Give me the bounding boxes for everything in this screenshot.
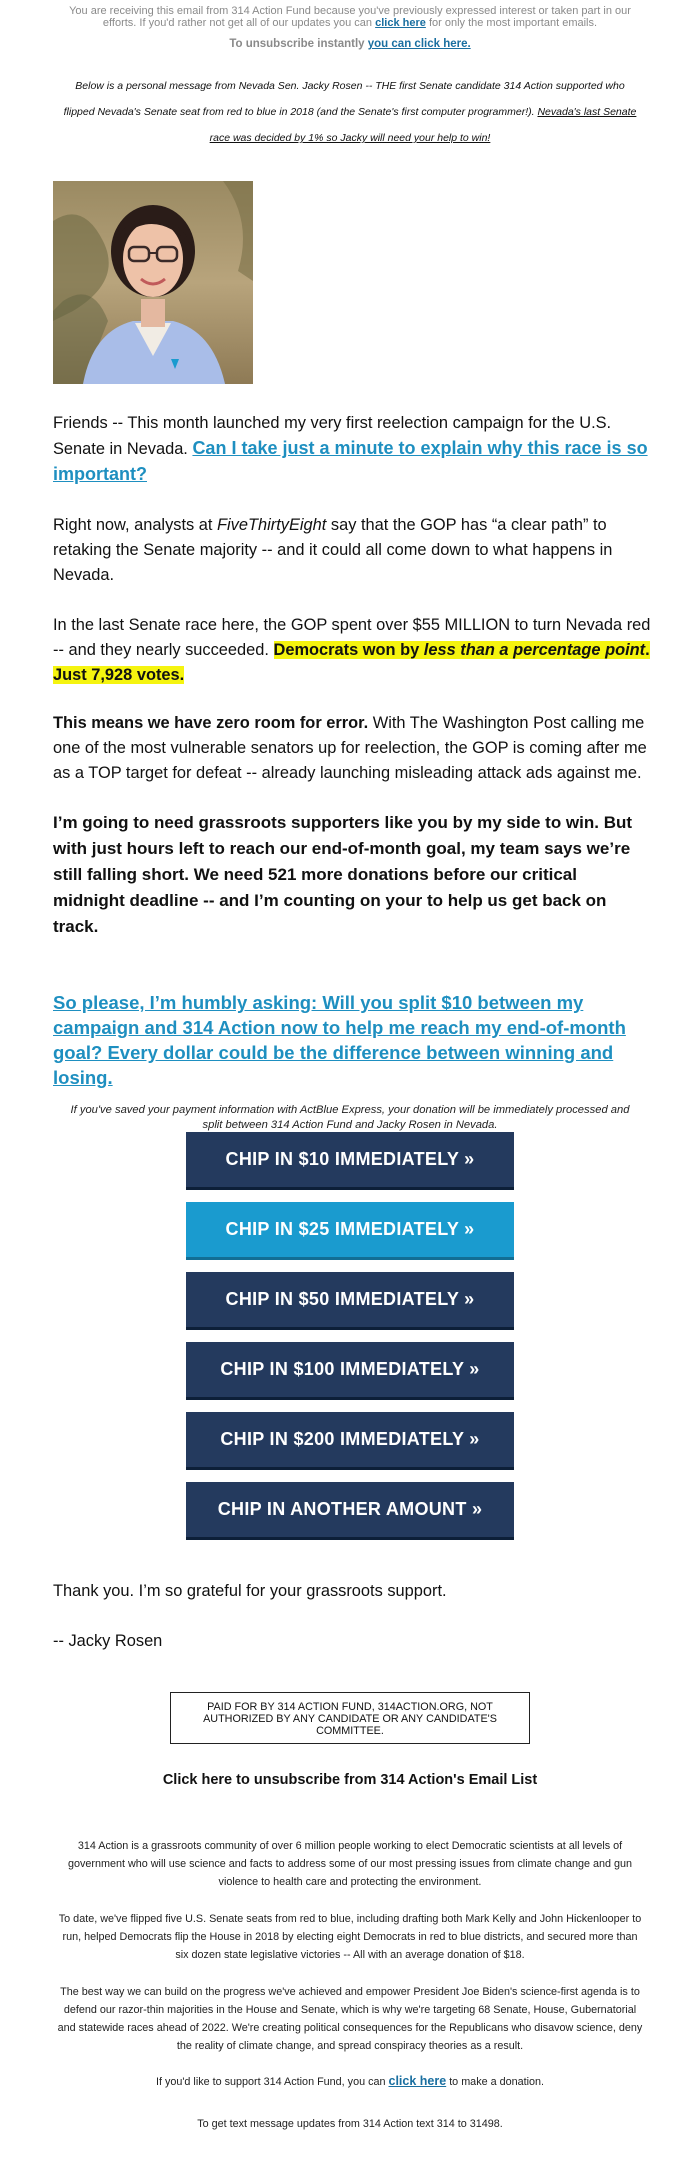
paragraph-need-support: [53, 810, 653, 940]
hl-text-b: . Just 7,928 votes.: [53, 641, 650, 684]
p5-bold: I’m going to need grassroots supporters like you by my side to win. But with just hours left to reach our end-of-month goal, my team says we’re still falling short. We need 521 more donations before our critical midnight deadline -- and I’m counting on your to help us get back on track.: [53, 813, 633, 936]
unsub-text: To unsubscribe instantly: [229, 38, 365, 50]
paragraph-analysts: [53, 513, 653, 588]
intro-underlined-text: Nevada's last Senate race was decided by 1% so Jacky will need your help to win!: [209, 106, 637, 144]
paragraph-zero-room: [53, 711, 653, 786]
support-text-b: to make a donation.: [449, 2076, 545, 2088]
chip-in-10-button[interactable]: CHIP IN $10 IMMEDIATELY »: [186, 1132, 514, 1190]
p1-text: Friends -- This month launched my very first reelection campaign for the U.S. Senate in Nevada.: [53, 414, 612, 458]
paragraph-last-race: [53, 613, 653, 688]
body-content: [53, 411, 653, 940]
unsubscribe-email-list-link[interactable]: Click here to unsubscribe from 314 Action's Email List: [162, 1772, 538, 1788]
footer-support: [55, 2072, 645, 2091]
chip-in-50-button[interactable]: CHIP IN $50 IMMEDIATELY »: [186, 1272, 514, 1330]
footer-about: 314 Action is a grassroots community of over 6 million people working to elect Democratic scientists at all levels of government who will use science and facts to address some of our most pressing issues from climate change and gun violence to health care and protecting the environment.: [67, 1840, 633, 1888]
hl-italic: less than a percentage point: [423, 641, 646, 659]
top-notice: [60, 5, 640, 29]
notice-text: You are receiving this email from 314 Action Fund because you've previously expressed interest or taken part in our efforts. If you'd rather not get all of our updates you can: [69, 5, 631, 29]
hl-text-a: Democrats won by: [273, 641, 420, 659]
actblue-express-note: If you've saved your payment information with ActBlue Express, your donation will be immediately processed and split between 314 Action Fund and Jacky Rosen in Nevada.: [70, 1104, 630, 1131]
chip-in-200-button[interactable]: CHIP IN $200 IMMEDIATELY »: [186, 1412, 514, 1470]
paragraph-intro: [53, 411, 653, 488]
notice-tail: for only the most important emails.: [428, 17, 598, 29]
paid-for-disclaimer: PAID FOR BY 314 ACTION FUND, 314ACTION.ORG, NOT AUTHORIZED BY ANY CANDIDATE OR ANY CANDIDATE'S COMMITTEE.: [170, 1692, 530, 1744]
chip-in-25-button[interactable]: CHIP IN $25 IMMEDIATELY »: [186, 1202, 514, 1260]
notice-click-here-link[interactable]: click here: [375, 17, 426, 29]
p2-text-b: say that the GOP has “a clear path” to retaking the Senate majority -- and it could all come down to what happens in Nevada.: [53, 516, 613, 584]
p2-italic: FiveThirtyEight: [217, 516, 327, 534]
signoff-text: -- Jacky Rosen: [53, 1632, 163, 1650]
intro-text: Below is a personal message from Nevada Sen. Jacky Rosen -- THE first Senate candidate 314 Action supported who flipped Nevada's Senate seat from red to blue in 2018 (and the Senate's first computer programmer!).: [63, 80, 625, 118]
footer-text-updates: To get text message updates from 314 Action text 314 to 31498.: [197, 2118, 503, 2130]
p2-text-a: Right now, analysts at: [53, 516, 213, 534]
unsubscribe-instantly-link[interactable]: you can click here.: [367, 38, 471, 50]
intro-message: [60, 73, 640, 151]
unsubscribe-instantly-line: [0, 38, 700, 50]
p4-text: With The Washington Post calling me one of the most vulnerable senators up for reelection, the GOP is coming after me as a TOP target for defeat -- already launching misleading attack ads against me.: [53, 714, 647, 782]
p3-text: In the last Senate race here, the GOP spent over $55 MILLION to turn Nevada red -- and they nearly succeeded.: [53, 616, 651, 659]
support-text-a: If you'd like to support 314 Action Fund, you can: [155, 2076, 386, 2088]
chip-in-100-button[interactable]: CHIP IN $100 IMMEDIATELY »: [186, 1342, 514, 1400]
thank-you-text: Thank you. I’m so grateful for your grassroots support.: [53, 1582, 447, 1600]
footer-click-here-link[interactable]: click here: [388, 2074, 447, 2088]
explain-why-link[interactable]: Can I take just a minute to explain why this race is so important?: [53, 438, 648, 484]
jacky-rosen-photo: [53, 181, 253, 384]
chip-in-another-amount-button[interactable]: CHIP IN ANOTHER AMOUNT »: [186, 1482, 514, 1540]
footer-plans: The best way we can build on the progress we've achieved and empower President Joe Biden's science-first agenda is to defend our razor-thin majorities in the House and Senate, which is why we're targeting 68 Senate, House, Gubernatorial and statewide races ahead of 2022. We're creating political consequences for the Republicans who disavow science, deny the reality of climate change, and spread conspiracy theories as a result.: [57, 1986, 643, 2052]
footer-record: To date, we've flipped five U.S. Senate seats from red to blue, including drafting both Mark Kelly and John Hickenlooper to run, helped Democrats flip the House in 2018 by electing eight Democrats in red to blue districts, and secured more than six dozen state legislative victories -- All with an average donation of $18.: [58, 1913, 642, 1961]
donation-ask-link[interactable]: So please, I’m humbly asking: Will you split $10 between my campaign and 314 Action now to help me reach my end-of-month goal? Every dollar could be the difference between winning and losing.: [53, 992, 626, 1088]
p4-bold: This means we have zero room for error.: [53, 714, 369, 732]
